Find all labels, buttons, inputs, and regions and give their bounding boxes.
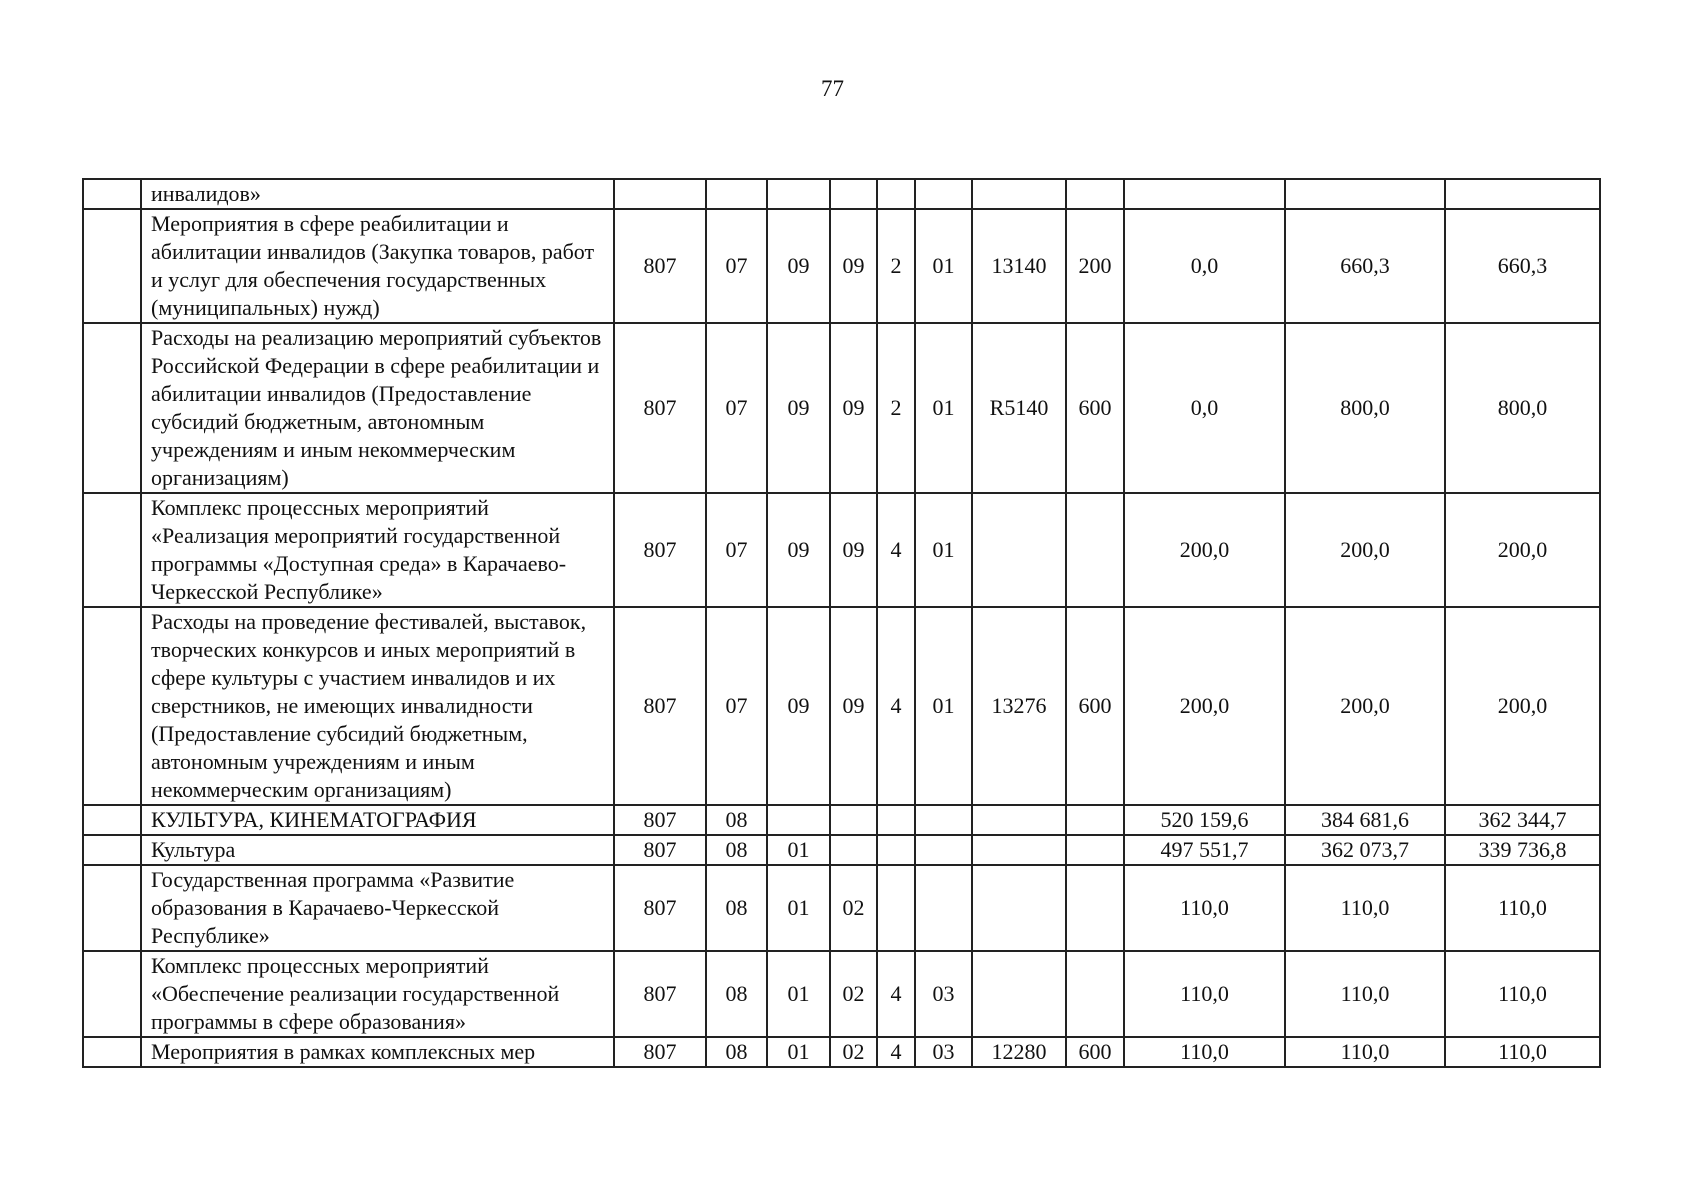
ministry-code: 807 [614,323,706,493]
subprogram-code: 4 [877,1037,915,1067]
program-code: 09 [830,607,877,805]
expense-type-code [1066,179,1124,209]
amount-year-3: 800,0 [1445,323,1600,493]
amount-year-2: 200,0 [1285,493,1445,607]
amount-year-2 [1285,179,1445,209]
row-name: Расходы на проведение фестивалей, выставок, творческих конкурсов и иных мероприятий в сфере культуры с участием инвалидов и их сверстников, не имеющих инвалидности (Предоставление субсидий бюджетным, автономным учреждениям и иным некоммерческим организациям) [141,607,614,805]
section-code: 08 [706,805,767,835]
subprogram-code: 4 [877,607,915,805]
amount-year-3: 660,3 [1445,209,1600,323]
event-code: 03 [915,951,972,1037]
table-row [83,323,1600,493]
subprogram-code [877,835,915,865]
program-code: 09 [830,209,877,323]
row-name: Комплекс процессных мероприятий «Обеспечение реализации государственной программы в сфере образования» [141,951,614,1037]
subsection-code: 01 [767,865,830,951]
ministry-code: 807 [614,951,706,1037]
program-code [830,805,877,835]
page-number: 77 [821,76,844,101]
program-code: 02 [830,1037,877,1067]
amount-year-1: 0,0 [1124,209,1285,323]
row-index-cell [83,607,141,805]
amount-year-2: 384 681,6 [1285,805,1445,835]
subsection-code: 09 [767,323,830,493]
direction-code [972,835,1066,865]
amount-year-1: 497 551,7 [1124,835,1285,865]
expense-type-code: 600 [1066,323,1124,493]
program-code: 09 [830,323,877,493]
amount-year-1: 110,0 [1124,865,1285,951]
subsection-code: 01 [767,1037,830,1067]
expense-type-code: 600 [1066,607,1124,805]
row-index-cell [83,951,141,1037]
direction-code: R5140 [972,323,1066,493]
amount-year-3: 200,0 [1445,493,1600,607]
amount-year-3: 110,0 [1445,951,1600,1037]
ministry-code: 807 [614,1037,706,1067]
table-row [83,805,1600,835]
row-index-cell [83,179,141,209]
ministry-code: 807 [614,805,706,835]
row-name: инвалидов» [141,179,614,209]
ministry-code: 807 [614,607,706,805]
section-code: 07 [706,493,767,607]
row-name: КУЛЬТУРА, КИНЕМАТОГРАФИЯ [141,805,614,835]
amount-year-3: 110,0 [1445,1037,1600,1067]
table-row [83,209,1600,323]
section-code: 08 [706,835,767,865]
subsection-code [767,179,830,209]
amount-year-2: 110,0 [1285,865,1445,951]
expense-type-code [1066,835,1124,865]
direction-code [972,865,1066,951]
event-code: 01 [915,209,972,323]
event-code: 01 [915,323,972,493]
subprogram-code [877,805,915,835]
expense-type-code [1066,493,1124,607]
subprogram-code: 2 [877,323,915,493]
program-code: 02 [830,865,877,951]
event-code [915,805,972,835]
direction-code [972,951,1066,1037]
amount-year-1: 110,0 [1124,1037,1285,1067]
event-code: 01 [915,493,972,607]
table-row [83,607,1600,805]
row-name: Комплекс процессных мероприятий «Реализация мероприятий государственной программы «Доступная среда» в Карачаево-Черкесской Республике» [141,493,614,607]
event-code: 03 [915,1037,972,1067]
section-code: 08 [706,1037,767,1067]
ministry-code: 807 [614,209,706,323]
expense-type-code: 600 [1066,1037,1124,1067]
subsection-code: 01 [767,951,830,1037]
subprogram-code: 4 [877,493,915,607]
event-code [915,179,972,209]
amount-year-3: 339 736,8 [1445,835,1600,865]
row-index-cell [83,805,141,835]
direction-code: 13140 [972,209,1066,323]
direction-code: 13276 [972,607,1066,805]
section-code: 08 [706,951,767,1037]
subsection-code: 09 [767,493,830,607]
row-index-cell [83,493,141,607]
amount-year-2: 660,3 [1285,209,1445,323]
table-row [83,865,1600,951]
expense-type-code [1066,805,1124,835]
section-code: 07 [706,209,767,323]
amount-year-3: 200,0 [1445,607,1600,805]
amount-year-2: 200,0 [1285,607,1445,805]
subprogram-code: 2 [877,209,915,323]
amount-year-1 [1124,179,1285,209]
table-row [83,951,1600,1037]
amount-year-2: 362 073,7 [1285,835,1445,865]
event-code [915,865,972,951]
subsection-code: 01 [767,835,830,865]
amount-year-3: 362 344,7 [1445,805,1600,835]
amount-year-2: 110,0 [1285,1037,1445,1067]
event-code [915,835,972,865]
subsection-code [767,805,830,835]
program-code [830,179,877,209]
amount-year-3 [1445,179,1600,209]
amount-year-1: 200,0 [1124,607,1285,805]
section-code: 07 [706,323,767,493]
expense-type-code: 200 [1066,209,1124,323]
ministry-code: 807 [614,835,706,865]
budget-table [82,178,1601,1068]
expense-type-code [1066,951,1124,1037]
subprogram-code [877,179,915,209]
row-name: Мероприятия в сфере реабилитации и абилитации инвалидов (Закупка товаров, работ и услуг для обеспечения государственных (муниципальных) нужд) [141,209,614,323]
amount-year-2: 800,0 [1285,323,1445,493]
table-row [83,493,1600,607]
ministry-code [614,179,706,209]
row-name: Государственная программа «Развитие образования в Карачаево-Черкесской Республике» [141,865,614,951]
table-row [83,835,1600,865]
direction-code [972,179,1066,209]
row-name: Мероприятия в рамках комплексных мер [141,1037,614,1067]
section-code: 08 [706,865,767,951]
amount-year-1: 110,0 [1124,951,1285,1037]
ministry-code: 807 [614,493,706,607]
table-row [83,1037,1600,1067]
expense-type-code [1066,865,1124,951]
subsection-code: 09 [767,209,830,323]
direction-code [972,805,1066,835]
ministry-code: 807 [614,865,706,951]
row-name: Культура [141,835,614,865]
amount-year-2: 110,0 [1285,951,1445,1037]
section-code [706,179,767,209]
row-name: Расходы на реализацию мероприятий субъектов Российской Федерации в сфере реабилитации и абилитации инвалидов (Предоставление субсидий бюджетным, автономным учреждениям и иным некоммерческим организациям) [141,323,614,493]
event-code: 01 [915,607,972,805]
direction-code [972,493,1066,607]
table-row [83,179,1600,209]
row-index-cell [83,865,141,951]
amount-year-1: 200,0 [1124,493,1285,607]
direction-code: 12280 [972,1037,1066,1067]
row-index-cell [83,1037,141,1067]
row-index-cell [83,209,141,323]
subsection-code: 09 [767,607,830,805]
amount-year-1: 520 159,6 [1124,805,1285,835]
row-index-cell [83,323,141,493]
program-code: 09 [830,493,877,607]
program-code: 02 [830,951,877,1037]
program-code [830,835,877,865]
section-code: 07 [706,607,767,805]
amount-year-1: 0,0 [1124,323,1285,493]
amount-year-3: 110,0 [1445,865,1600,951]
subprogram-code: 4 [877,951,915,1037]
subprogram-code [877,865,915,951]
row-index-cell [83,835,141,865]
